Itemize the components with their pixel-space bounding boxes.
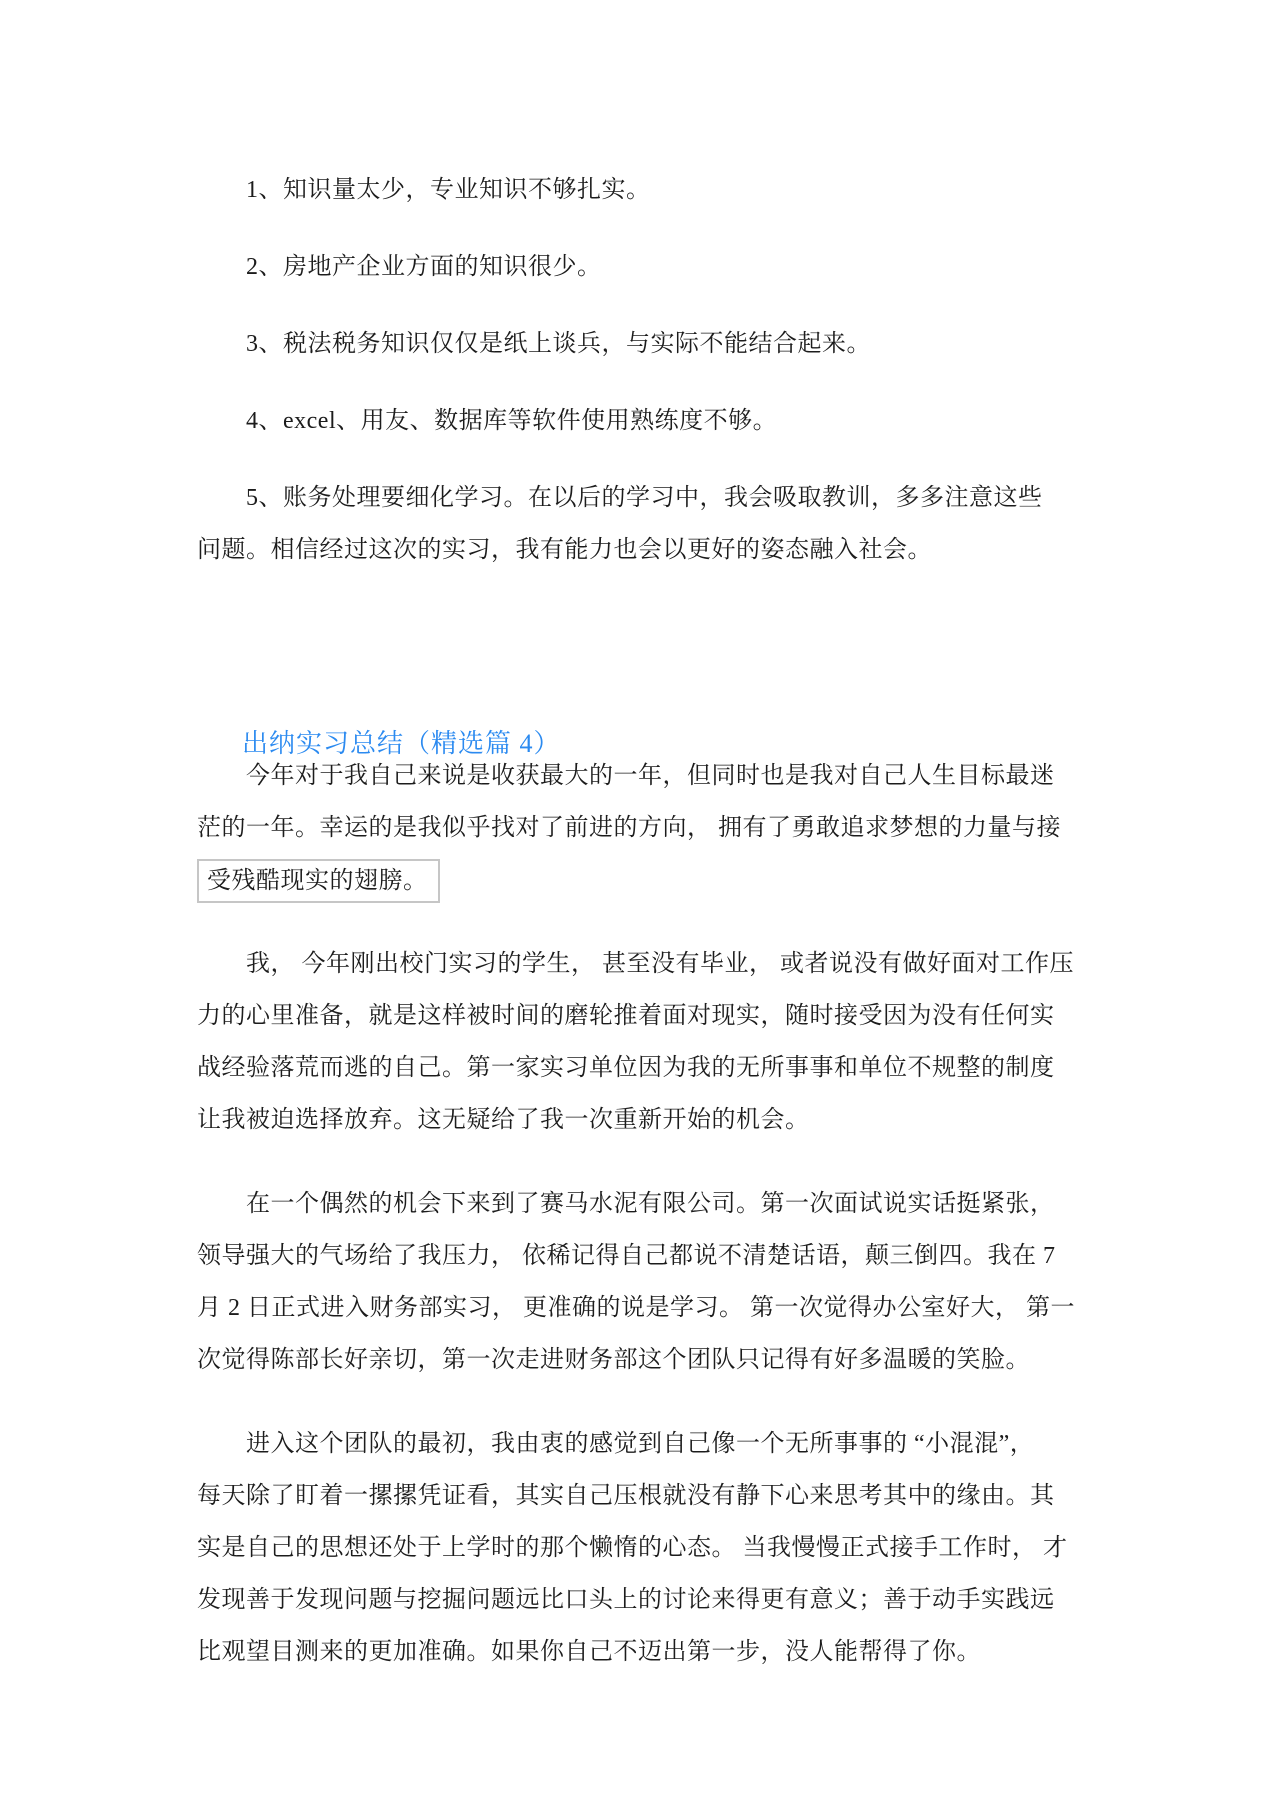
list-item-2 <box>197 241 1103 293</box>
list-item-1 <box>197 164 1103 216</box>
paragraph-1-line-3 <box>197 854 1103 906</box>
paragraph-3-line-2: 领导强大的气场给了我压力， 依稀记得自己都说不清楚话语，颠三倒四。我在 7 <box>197 1243 1056 1269</box>
document-body <box>197 164 1103 1678</box>
paragraph-1-line-2: 茫的一年。幸运的是我似乎找对了前进的方向， 拥有了勇敢追求梦想的力量与接 <box>197 815 1061 841</box>
list-item-5-line-1: 5、账务处理要细化学习。在以后的学习中，我会吸取教训，多多注意这些 <box>246 485 1043 511</box>
paragraph-1 <box>197 750 1103 906</box>
list-item-4-line: 4、excel、用友、数据库等软件使用熟练度不够。 <box>246 408 778 434</box>
paragraph-3-line-3: 月 2 日正式进入财务部实习， 更准确的说是学习。 第一次觉得办公室好大， 第一 <box>197 1295 1075 1321</box>
paragraph-1-line-1: 今年对于我自己来说是收获最大的一年，但同时也是我对自己人生目标最迷 <box>246 763 1055 789</box>
paragraph-3-line-1: 在一个偶然的机会下来到了赛马水泥有限公司。第一次面试说实话挺紧张， <box>246 1191 1055 1217</box>
boxed-text-frame: 受残酷现实的翅膀。 <box>197 859 440 903</box>
paragraph-4 <box>197 1418 1103 1678</box>
paragraph-4-line-1: 进入这个团队的最初，我由衷的感觉到自己像一个无所事事的 “小混混”， <box>246 1431 1035 1457</box>
paragraph-3 <box>197 1178 1103 1386</box>
paragraph-2 <box>197 938 1103 1146</box>
paragraph-2-line-2: 力的心里准备，就是这样被时间的磨轮推着面对现实，随时接受因为没有任何实 <box>197 1003 1055 1029</box>
section-heading-text: 出纳实习总结（精选篇 4） <box>242 729 561 758</box>
paragraph-3-line-4: 次觉得陈部长好亲切，第一次走进财务部这个团队只记得有好多温暖的笑脸。 <box>197 1347 1030 1373</box>
list-item-5-line-2: 问题。相信经过这次的实习，我有能力也会以更好的姿态融入社会。 <box>197 537 932 563</box>
paragraph-2-line-1: 我， 今年刚出校门实习的学生， 甚至没有毕业， 或者说没有做好面对工作压 <box>246 951 1074 977</box>
paragraph-4-line-2: 每天除了盯着一摞摞凭证看，其实自己压根就没有静下心来思考其中的缘由。其 <box>197 1483 1055 1509</box>
list-item-2-line: 2、房地产企业方面的知识很少。 <box>246 254 602 280</box>
list-item-4 <box>197 395 1103 447</box>
paragraph-4-line-5: 比观望目测来的更加准确。如果你自己不迈出第一步，没人能帮得了你。 <box>197 1639 981 1665</box>
list-item-1-line: 1、知识量太少，专业知识不够扎实。 <box>246 177 651 203</box>
paragraph-4-line-4: 发现善于发现问题与挖掘问题远比口头上的讨论来得更有意义；善于动手实践远 <box>197 1587 1055 1613</box>
list-item-5 <box>197 472 1103 576</box>
paragraph-2-line-3: 战经验落荒而逃的自己。第一家实习单位因为我的无所事事和单位不规整的制度 <box>197 1055 1055 1081</box>
paragraph-4-line-3: 实是自己的思想还处于上学时的那个懒惰的心态。 当我慢慢正式接手工作时， 才 <box>197 1535 1068 1561</box>
paragraph-2-line-4: 让我被迫选择放弃。这无疑给了我一次重新开始的机会。 <box>197 1107 810 1133</box>
list-item-3-line: 3、税法税务知识仅仅是纸上谈兵，与实际不能结合起来。 <box>246 331 871 357</box>
list-item-3 <box>197 318 1103 370</box>
section-heading <box>197 666 1103 758</box>
